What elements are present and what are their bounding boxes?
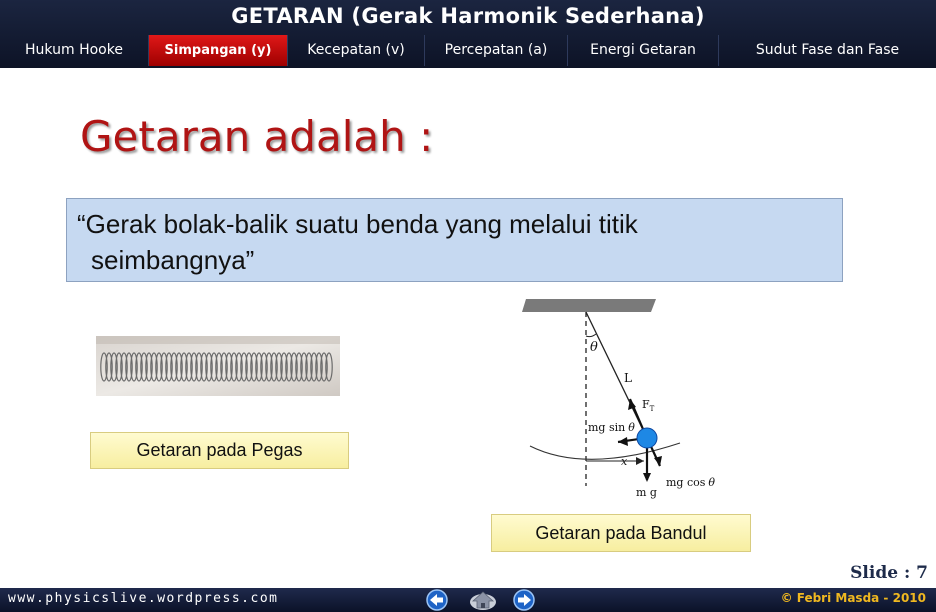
ceiling-support [522,299,656,312]
length-label: L [624,371,632,385]
mg-cos-label [666,476,715,489]
definition-box [66,198,843,282]
displacement-arrow [636,457,644,465]
mg-label: m g [636,486,657,499]
mg-sin-label [588,421,635,434]
weight-arrowhead [643,473,651,482]
pendulum-diagram [520,296,760,506]
mg-sin-text: mg sin [588,421,626,434]
footer-copyright: © Febri Masda - 2010 [780,591,926,605]
x-label: x [621,455,628,468]
section-heading: Getaran adalah : [80,112,434,161]
back-arrow-icon[interactable] [424,589,450,611]
mg-sin-theta: θ [628,421,635,434]
page-title: GETARAN (Gerak Harmonik Sederhana) [231,4,705,28]
tab-simpangan[interactable]: Simpangan (y) [149,35,287,66]
tension-label [642,398,655,413]
tab-energi-getaran[interactable]: Energi Getaran [590,42,696,58]
footer-url[interactable]: www.physicslive.wordpress.com [8,591,279,606]
forward-arrow-icon[interactable] [511,589,537,611]
tension-label-sub: T [649,405,655,413]
mg-sin-arrowhead [618,437,628,446]
mg-cos-theta: θ [708,476,716,489]
swing-arc [530,443,680,459]
tension-label-main: F [642,398,650,411]
spring-image [96,336,340,396]
pendulum-caption: Getaran pada Bandul [491,514,751,552]
slide-number: Slide : 7 [850,563,928,583]
mg-cos-text: mg cos [666,476,706,489]
pendulum-bob [637,428,657,448]
tab-kecepatan[interactable]: Kecepatan (v) [307,42,405,58]
header-bar [0,0,936,68]
angle-arc [586,334,596,337]
spring-caption: Getaran pada Pegas [90,432,349,469]
definition-line-2: seimbangnya” [91,245,255,275]
definition-line-1: “Gerak bolak-balik suatu benda yang melalui titik [77,209,638,239]
home-icon[interactable] [468,589,498,611]
theta-label: θ [590,340,598,355]
tab-percepatan[interactable]: Percepatan (a) [444,42,548,58]
tab-sudut-fase[interactable]: Sudut Fase dan Fase [755,42,900,58]
tab-hukum-hooke[interactable]: Hukum Hooke [25,42,123,58]
